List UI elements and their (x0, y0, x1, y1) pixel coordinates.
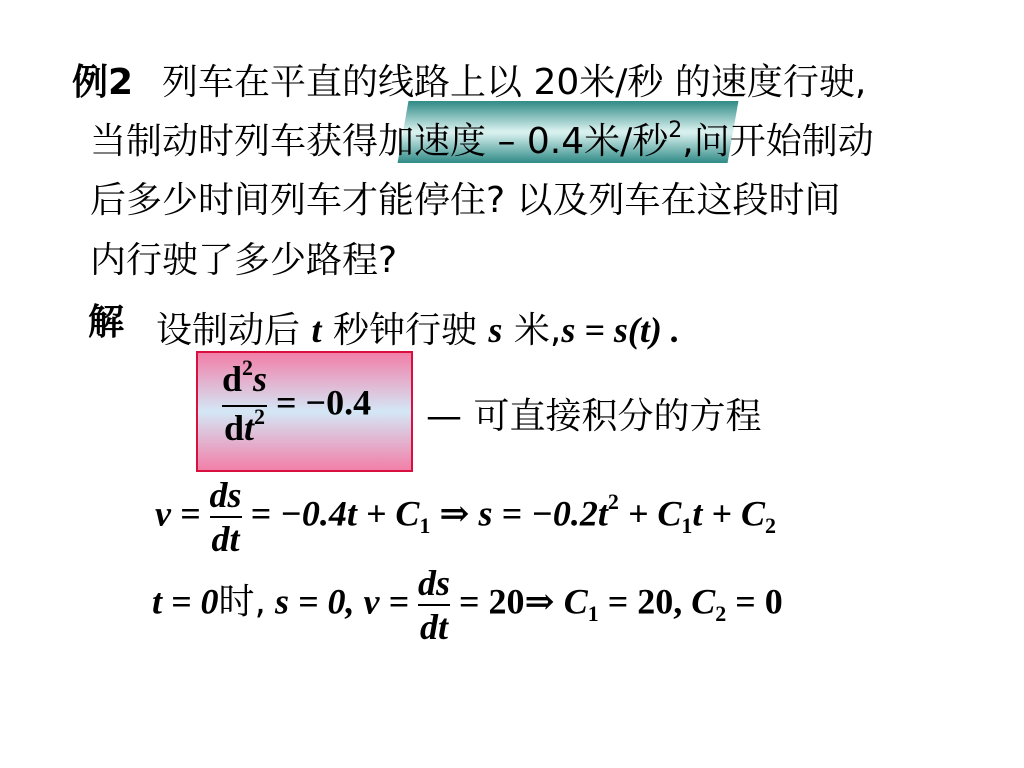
equation-1-rhs: = −0.4 (276, 382, 372, 423)
equation-1 (222, 355, 372, 454)
problem-line-2-end: ,问开始制动 (682, 121, 874, 162)
equation-2-rhs-sub1: 1 (681, 513, 693, 539)
problem-line-2-start: 当制动时列车获得 (90, 121, 379, 162)
problem-line-1: 列车在平直的线路上以 20米/秒 的速度行驶, (162, 62, 867, 103)
equation-3-res-sub1: 1 (587, 601, 599, 627)
solution-label: 解 (88, 302, 125, 343)
num-s: s (253, 359, 268, 399)
implies-arrow: ⇒ (439, 493, 470, 534)
velocity-fraction (210, 474, 242, 560)
problem-acceleration-exponent: 2 (668, 118, 683, 143)
equation-2-rhs-b: + C (627, 493, 682, 534)
velocity-den: dt (211, 519, 240, 559)
den-exponent: 2 (254, 404, 266, 429)
problem-line-2 (90, 113, 874, 164)
equation-2 (155, 474, 776, 560)
equation-3-res-b: = 20, (607, 581, 683, 622)
solution-equation: s = s(t) . (561, 310, 680, 350)
equation-2-lhs: v = (155, 493, 201, 534)
equation-3-res-c: C (691, 581, 716, 622)
num-exponent: 2 (242, 355, 254, 380)
equation-2-rhs-a: s = −0.2t (478, 493, 608, 534)
equation-3-cond-cn: 时, (218, 581, 266, 623)
equation-3-res-sub2: 2 (715, 601, 727, 627)
implies-arrow: ⇒ (524, 581, 555, 622)
equation-3-res-d: = 0 (735, 581, 783, 622)
solution-intro-c: 米, (513, 310, 562, 351)
second-derivative-fraction (222, 355, 268, 454)
equation-2-rhs-c: t + C (692, 493, 765, 534)
solution-intro-a: 设制动后 (156, 310, 301, 351)
equation-3-rhs: = 20 (459, 581, 525, 622)
solution-intro (156, 302, 680, 353)
solution-var-t: t (311, 310, 322, 350)
equation-3 (152, 562, 783, 648)
solution-intro-b: 秒钟行驶 (332, 310, 477, 351)
equation-2-rhs-sub2: 2 (764, 513, 776, 539)
equation-3-res-a: C (563, 581, 588, 622)
problem-acceleration: 加速度 – 0.4米/秒 (378, 121, 669, 162)
num-d: d (222, 359, 243, 399)
problem-label: 例2 (72, 62, 134, 103)
equation-2-mid: = −0.4t + C (250, 493, 420, 534)
solution-var-s: s (488, 310, 503, 350)
equation-1-note: — 可直接积分的方程 (426, 396, 762, 437)
initial-velocity-den: dt (420, 607, 449, 647)
equation-3-cond-a: t = 0 (152, 581, 219, 622)
den-t: t (244, 408, 255, 448)
equation-3-cond-b: s = 0, (274, 581, 355, 622)
equation-2-rhs-exp: 2 (607, 489, 619, 515)
equation-3-cond-v: v = (363, 581, 409, 622)
problem-line-3: 后多少时间列车才能停住? 以及列车在这段时间 (90, 180, 841, 221)
initial-velocity-fraction (418, 562, 450, 648)
den-d: d (224, 408, 245, 448)
problem-line-4: 内行驶了多少路程? (90, 240, 398, 281)
initial-velocity-num: ds (418, 563, 451, 603)
equation-2-mid-sub: 1 (419, 513, 431, 539)
velocity-num: ds (209, 475, 242, 515)
